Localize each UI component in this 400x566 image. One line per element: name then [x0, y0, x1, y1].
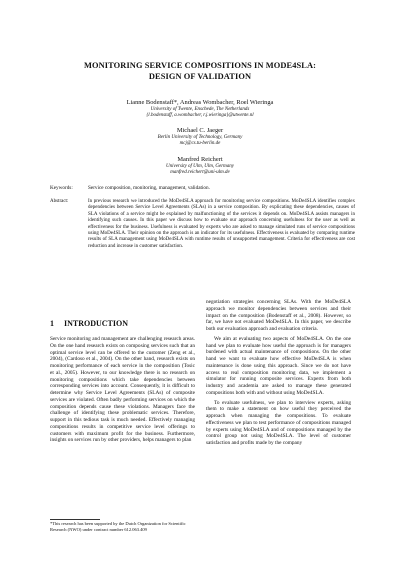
abstract-label: Abstract: — [50, 199, 69, 204]
section-number: 1 — [50, 319, 54, 328]
right-column — [206, 299, 351, 447]
paragraph: negotiation strategies concerning SLAs. With the MoDe4SLA approach we monitor dependencies between services and their impact on the composition (Bodenstaff et al., 2008). However, so far, we have not evaluated MoDe4SLA. In this paper, we describe both our evaluation approach and evaluation criteria. — [206, 299, 351, 332]
author-email: mcj@cs.tu-berlin.de — [179, 141, 221, 147]
footnote: *This research has been supported by the Dutch Organization for Scientific Research (NWO) under contract number 612.063.409 — [50, 521, 186, 532]
title-line-2: DESIGN OF VALIDATION — [148, 72, 252, 81]
author-email: {l.bodenstaff, a.wombacher, r.j.wieringa}@utwente.nl — [146, 113, 254, 119]
author-email: manfred.reichert@uni-ulm.de — [170, 170, 230, 176]
author-affiliation: University of Ulm, Ulm, Germany — [165, 164, 235, 169]
author-names: Manfred Reichert — [177, 156, 223, 163]
footnote-rule — [50, 519, 100, 520]
paragraph: We aim at evaluating two aspects of MoDe4SLA. On the one hand we plan to evaluate how useful the approach is for managers burdened with actual maintenance of compositions. On the other hand we want to evaluate how effective MoDe4SLA is when maintenance is done using this approach. Since we do not have access to real composition monitoring data, we implement a simulator for running composite services. Experts from both industry and academia are asked to manage these generated compositions both with and without using MoDe4SLA. — [206, 335, 351, 396]
author-affiliation: Berlin University of Technology, Germany — [157, 135, 243, 140]
abstract-text: In previous research we introduced the MoDe4SLA approach for monitoring service compositions. MoDe4SLA identifies complex dependencies between Service Level Agreements (SLAs) in a service composition. By explicating these dependencies, causes of SLA violations of a service might be explained by malfunctioning of the services it depends on. MoDe4SLA assists managers in identifying such causes. In this paper we discuss how to evaluate our approach concerning usefulness for the user as well as effectiveness for the business. Usefulness is evaluated by experts who are asked to manage simulated runs of service compositions using MoDe4SLA. Their opinion on the approach is an indicator for its usefulness. Effectiveness is evaluated by comparing runtime results of SLA management using MoDe4SLA with runtime results of unsupported management. Criteria for effectiveness are cost reduction and increase in customer satisfaction. — [88, 199, 355, 249]
author-group-3 — [40, 156, 360, 176]
section-heading — [50, 319, 128, 328]
section-title: INTRODUCTION — [64, 319, 129, 328]
author-names: Michael C. Jaeger — [176, 127, 224, 134]
author-group-1 — [40, 99, 360, 119]
author-affiliation: University of Twente, Enschede, The Netherlands — [150, 107, 250, 112]
left-column — [50, 336, 195, 444]
title-line-1: MONITORING SERVICE COMPOSITIONS IN MODE4SLA: — [84, 61, 316, 70]
paragraph: To evaluate usefulness, we plan to interview experts, asking them to make a statement on how useful they perceived the approach when managing the compositions. To evaluate effectiveness we plan to test performance of compositions managed by experts using MoDe4SLA and of compositions managed by the control group not using MoDe4SLA. The level of customer satisfaction and profits made by the company — [206, 399, 351, 446]
paper-title — [40, 60, 360, 82]
paragraph: Service monitoring and management are challenging research areas. On the one hand research exists on composing services such that an optimal service level can be offered to the customer (Zeng et al., 2004), (Cardoso et al., 2004). On the other hand, research exists on monitoring performance of each service in the composition (Tosic et al., 2005). However, to our knowledge there is no research on monitoring compositions which take dependencies between corresponding services into account. Consequently, it is difficult to determine why Service Level Agreements (SLAs) of composite services are violated. Often badly performing services on which the composition depends cause these violations. Managers face the challenge of identifying these problematic services. Therefore, support in this tedious task is much needed. Effectively managing compositions results in competitive service level offerings to customers with maximum profit for the business. Furthermore, insights on services run by other providers, helps managers to plan — [50, 336, 195, 444]
keywords-text: Service composition, monitoring, management, validation. — [88, 185, 210, 191]
author-names: Lianne Bodenstaff*, Andreas Wombacher, Roel Wieringa — [126, 99, 274, 106]
keywords-label: Keywords: — [50, 185, 73, 191]
author-group-2 — [40, 127, 360, 147]
